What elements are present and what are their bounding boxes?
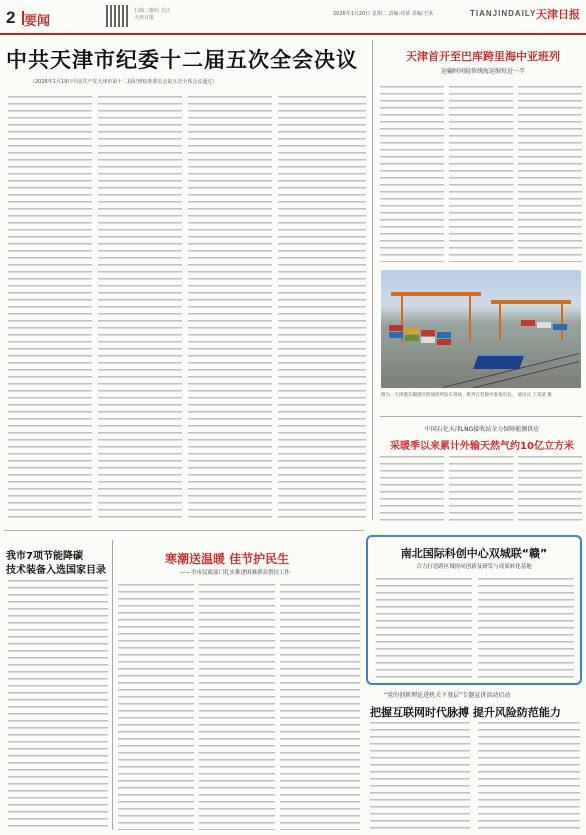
train-body-column	[449, 86, 513, 262]
train-subtitle: 运输时间较传统海运缩短近一半	[440, 68, 525, 75]
lead-body-column	[188, 96, 272, 522]
column-divider	[112, 540, 113, 830]
lng-kicker: 中国石化天津LNG接收站全力保障能源供应	[424, 426, 540, 433]
section-name: 要闻	[24, 13, 51, 28]
photo-caption: 图为，天津港东疆港区跨境班列发车现场，班列在装载中准备出发。 通讯员 王某某 摄	[381, 393, 552, 398]
row-divider	[4, 530, 364, 531]
policy-kicker: “党的创新理论进机关下基层”专题宣讲活动启动	[384, 692, 511, 699]
lng-body-column	[449, 456, 513, 526]
policy-body-column	[370, 722, 470, 830]
innovation-body-column	[376, 578, 472, 678]
qr-caption: 扫描二维码 关注天津日报	[134, 8, 171, 21]
welfare-subtitle: ——全市民政部门扎实推进困难群众帮扶工作	[180, 570, 291, 576]
energy-body-column	[8, 580, 108, 830]
issue-date: 2026年1月20日 星期二 责编:周某 美编:王某	[333, 11, 434, 17]
welfare-body-column	[199, 584, 275, 830]
row-divider	[380, 416, 582, 417]
train-body-column	[380, 86, 444, 262]
innovation-body-column	[478, 578, 574, 678]
lead-subtitle: （2026年1月19日中国共产党天津市第十二届纪律检查委员会第五次全体会议通过）	[30, 79, 218, 85]
train-headline[interactable]: 天津首开至巴库跨里海中亚班列	[406, 50, 560, 63]
page-number: 2	[6, 8, 16, 27]
locomotive	[473, 354, 524, 369]
qr-code-icon[interactable]	[106, 5, 128, 27]
lng-headline[interactable]: 采暖季以来累计外输天然气约10亿立方米	[390, 441, 574, 452]
policy-headline[interactable]: 把握互联网时代脉搏 提升风险防范能力	[370, 706, 561, 719]
lead-headline[interactable]: 中共天津市纪委十二届五次全会决议	[6, 48, 358, 72]
innovation-headline[interactable]: 南北国际科创中心双城联“赣”	[400, 547, 548, 560]
lead-body-column	[8, 96, 92, 522]
lng-body-column	[380, 456, 444, 526]
innovation-subtitle: 合力打造跨区域协同创新及研发与成果转化基地	[416, 564, 532, 570]
policy-body-column	[478, 722, 580, 830]
welfare-body-column	[280, 584, 360, 830]
welfare-headline[interactable]: 寒潮送温暖 佳节护民生	[165, 552, 290, 566]
column-divider	[372, 40, 373, 520]
lng-body-column	[518, 456, 582, 526]
newspaper-logo: 天津日报	[536, 8, 580, 21]
lead-body-column	[278, 96, 366, 522]
train-body-column	[518, 86, 582, 262]
welfare-body-column	[118, 584, 194, 830]
energy-headline-line2[interactable]: 技术装备入选国家目录	[6, 565, 106, 576]
lead-body-column	[98, 96, 182, 522]
brand-name: TIANJINDAILY	[470, 9, 537, 18]
port-train-photo	[381, 270, 581, 388]
energy-headline-line1[interactable]: 我市7项节能降碳	[6, 551, 83, 562]
